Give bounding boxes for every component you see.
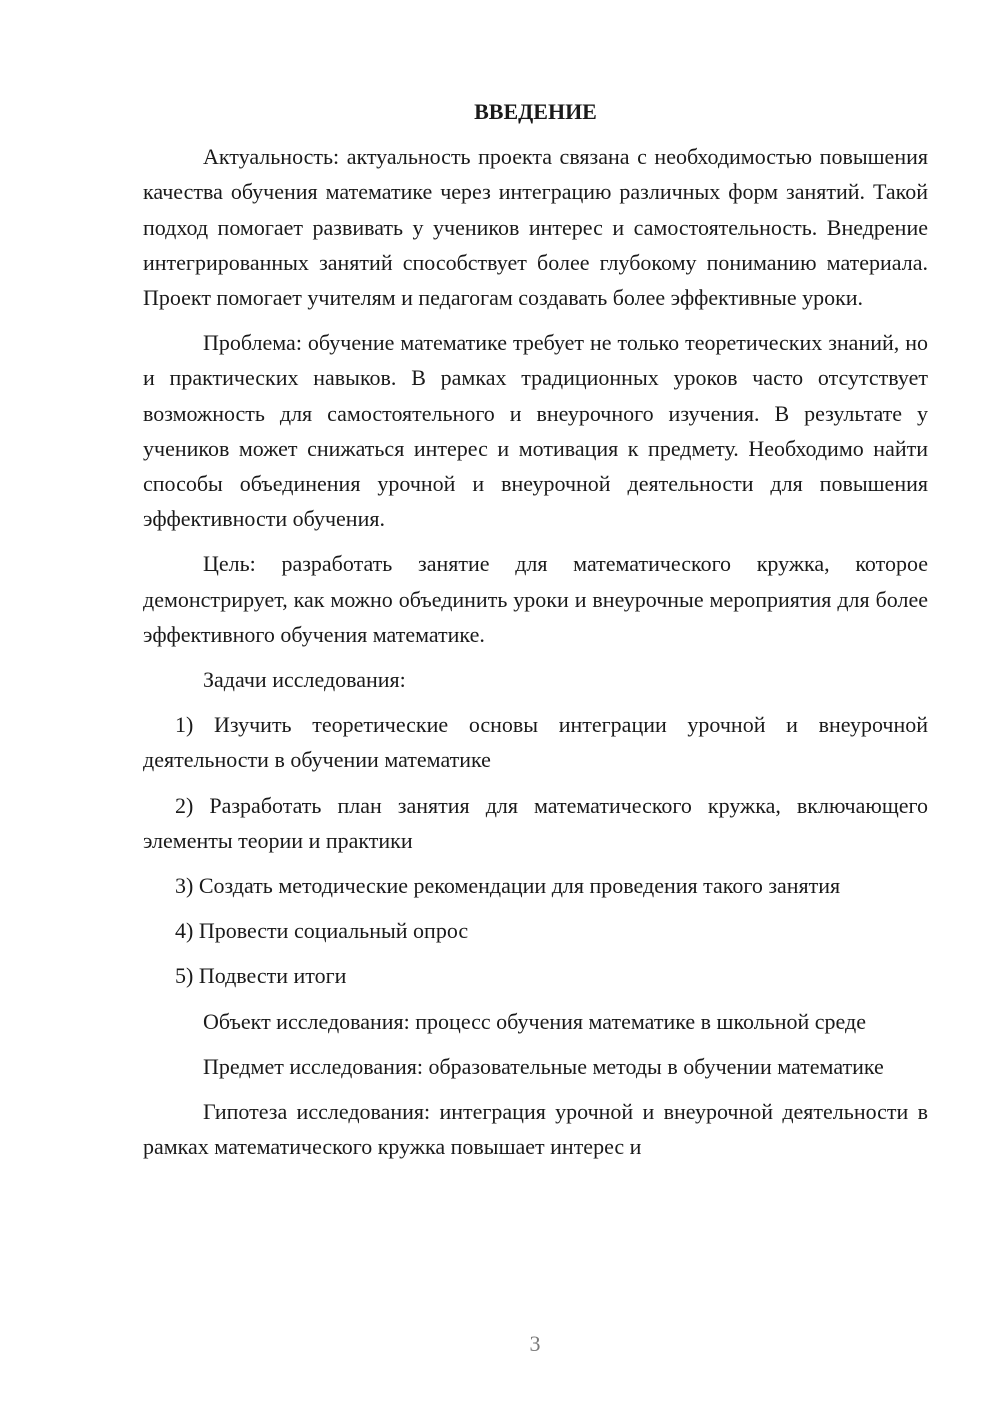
paragraph-problem: Проблема: обучение математике требует не только теоретических знаний, но и практических навыков. В рамках традиционных уроков часто отсутствует возможность для самостоятельного и внеурочного изучения. В результате у учеников может снижаться интерес и мотивация к предмету. Необходимо найти способы объединения урочной и внеурочной деятельности для повышения эффективности обучения. — [143, 330, 928, 532]
paragraph-hypothesis: Гипотеза исследования: интеграция урочной и внеурочной деятельности в рамках математического кружка повышает интерес и — [143, 1099, 928, 1160]
task-item: 4) Провести социальный опрос — [175, 918, 469, 944]
task-item: 3) Создать методические рекомендации для проведения такого занятия — [175, 873, 841, 899]
paragraph-goal: Цель: разработать занятие для математического кружка, которое демонстрирует, как можно объединить уроки и внеурочные мероприятия для более эффективного обучения математике. — [143, 551, 928, 647]
task-item: 5) Подвести итоги — [175, 963, 347, 989]
document-page — [143, 94, 928, 1164]
task-item: 1) Изучить теоретические основы интеграции урочной и внеурочной деятельности в обучении математике — [143, 712, 928, 773]
paragraph-relevance: Актуальность: актуальность проекта связана с необходимостью повышения качества обучения математике через интеграцию различных форм занятий. Такой подход помогает развивать у учеников интерес и самостоятельность. Внедрение интегрированных занятий способствует более глубокому пониманию материала. Проект помогает учителям и педагогам создавать более эффективные уроки. — [143, 144, 928, 311]
paragraph-object: Объект исследования: процесс обучения математике в школьной среде — [203, 1008, 866, 1034]
page-number: 3 — [529, 1331, 541, 1356]
paragraph-subject: Предмет исследования: образовательные методы в обучении математике — [203, 1053, 884, 1079]
section-title: ВВЕДЕНИЕ — [474, 99, 597, 124]
task-item: 2) Разработать план занятия для математического кружка, включающего элементы теории и практики — [143, 792, 928, 853]
paragraph-tasks-heading: Задачи исследования: — [203, 667, 406, 693]
